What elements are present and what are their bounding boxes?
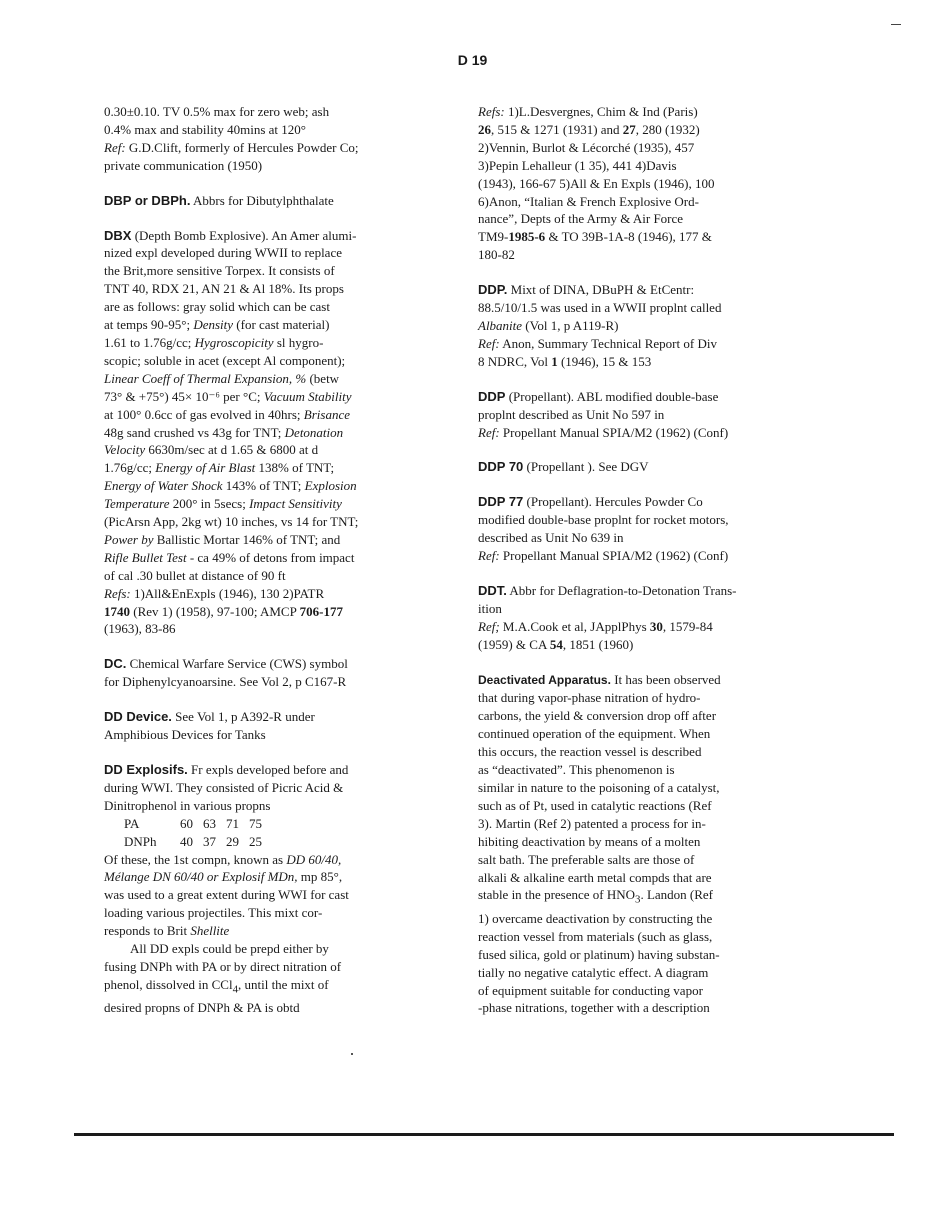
text-line: 88.5/10/1.5 was used in a WWII proplnt called [478, 300, 722, 316]
text-span: (for cast material) [233, 317, 330, 333]
text-span: It has been observed [610, 671, 721, 687]
report-number: 1740 [104, 603, 130, 619]
entry-term: DDP [478, 388, 506, 404]
property-name: Vacuum Stability [263, 388, 352, 404]
entry-term: DD Device. [104, 709, 172, 725]
stray-dot [351, 1053, 353, 1055]
reference-text: 3)Pepin Lehalleur (1 35), 441 4)Davis [478, 157, 677, 173]
text-span: Fr expls developed before and [187, 762, 349, 777]
text-line: proplnt described as Unit No 597 in [478, 406, 665, 422]
entry-ddp [478, 281, 823, 371]
right-column [478, 103, 823, 1017]
text-line: fused silica, gold or platinum) having substan- [478, 946, 720, 962]
text-line: described as Unit No 639 in [478, 530, 624, 546]
reference-text: 1)All&EnExpls (1946), 130 2)PATR [130, 585, 325, 601]
text-span: , until the mixt of [237, 976, 329, 992]
property-name: Impact Sensitivity [249, 496, 342, 512]
reference-text: , 1851 (1960) [562, 636, 634, 652]
reference-text: (1943), 166-67 5)All & En Expls (1946), 100 [478, 175, 715, 191]
text-span: Ballistic Mortar 146% of TNT; and [153, 531, 341, 547]
ref-label: Ref: [104, 139, 126, 155]
text-line: -phase nitrations, together with a description [478, 1000, 710, 1016]
text-span: (Propellant). ABL modified double-base [505, 388, 719, 404]
entry-term: DDT. [478, 582, 507, 598]
entry-ddp-77 [478, 493, 823, 565]
compound-name: DD 60/40, [286, 851, 342, 867]
text-line: scopic; soluble in acet (except Al component); [104, 352, 346, 368]
entry-top-refs [478, 103, 823, 264]
entry-term: Deactivated Apparatus. [478, 672, 611, 687]
subscript: 3 [635, 894, 641, 907]
page-label: D 19 [457, 52, 488, 68]
text-line: are as follows: gray solid which can be cast [104, 299, 330, 315]
refs-label: Refs: [478, 104, 505, 119]
text-span: See Vol 1, p A392-R under [171, 709, 315, 725]
text-line: was used to a great extent during WWI for cast [104, 887, 349, 903]
table-cell: 63 [203, 815, 216, 831]
report-number: 706-177 [299, 603, 343, 619]
property-name: Linear Coeff of Thermal Expansion, % [104, 370, 307, 386]
text-line: similar in nature to the poisoning of a catalyst, [478, 780, 720, 795]
volume-number: 54 [549, 636, 563, 652]
text-line: hibiting deactivation by means of a molten [478, 833, 701, 849]
text-span: Mixt of DINA, DBuPH & EtCentr: [507, 282, 695, 298]
refs-label: Refs: [104, 585, 131, 601]
intro-line: 0.4% max and stability 40mins at 120° [104, 121, 306, 137]
volume-number: 1985-6 [508, 229, 546, 245]
text-span: (Vol 1, p A119-R) [522, 317, 619, 333]
compound-name: Shellite [190, 923, 230, 939]
text-line: fusing DNPh with PA or by direct nitration of [104, 958, 342, 974]
text-line: reaction vessel from materials (such as glass, [478, 928, 713, 944]
reference-text: & TO 39B-1A-8 (1946), 177 & [545, 229, 712, 245]
corner-mark [891, 24, 901, 25]
reference-text: (1963), 83-86 [104, 621, 176, 637]
property-name: Brisance [303, 406, 351, 422]
property-name: Energy of Water Shock [104, 478, 223, 494]
reference-text: 1)L.Desvergnes, Chim & Ind (Paris) [504, 104, 698, 119]
text-span: - ca 49% of detons from impact [186, 549, 355, 565]
table-cell: 25 [249, 833, 262, 849]
property-name: Power by [104, 531, 154, 547]
entry-dc [104, 655, 444, 691]
text-span: 48g sand crushed vs 43g for TNT; [104, 424, 285, 440]
table-cell: 40 [180, 833, 193, 849]
text-span: (Propellant). Hercules Powder Co [523, 494, 703, 510]
ref-label: Ref: [478, 335, 500, 351]
entry-term: DBX [104, 227, 132, 243]
text-line: Dinitrophenol in various propns [104, 797, 271, 813]
text-span: mp 85°, [297, 869, 343, 885]
entry-dd-explosifs [104, 761, 444, 1017]
text-span: sl hygro- [273, 334, 324, 350]
reference-text: 2)Vennin, Burlot & Lécorché (1935), 457 [478, 139, 695, 155]
text-line: modified double-base proplnt for rocket motors, [478, 512, 729, 528]
table-cell: 71 [226, 815, 239, 831]
property-name: Explosion [304, 478, 357, 494]
text-line: this occurs, the reaction vessel is described [478, 744, 702, 760]
volume-number: 26 [478, 121, 491, 137]
entry-term: DDP. [478, 282, 508, 298]
text-line: such as of Pt, used in catalytic reactions (Ref [478, 797, 712, 813]
text-line: that during vapor-phase nitration of hydro- [478, 690, 701, 706]
text-line: TNT 40, RDX 21, AN 21 & Al 18%. Its props [104, 281, 344, 297]
text-span: 1.61 to 1.76g/cc; [104, 334, 195, 350]
reference-text: TM9- [478, 229, 509, 245]
text-line: (Depth Bomb Explosive). An Amer alumi- [131, 227, 357, 243]
text-span: phenol, dissolved in CCl [104, 976, 233, 992]
text-line: salt bath. The preferable salts are those of [478, 851, 695, 867]
text-span: 6630m/sec at d 1.65 & 6800 at d [145, 442, 319, 458]
reference-text: 6)Anon, “Italian & French Explosive Ord- [478, 193, 699, 209]
reference-text: Anon, Summary Technical Report of Div [499, 335, 717, 351]
text-line: 1) overcame deactivation by constructing the [478, 910, 713, 926]
reference-text: , 280 (1932) [635, 121, 700, 137]
text-span: stable in the presence of HNO [478, 887, 636, 903]
reference-text: , 515 & 1271 (1931) and [491, 121, 623, 137]
text-line: for Diphenylcyanoarsine. See Vol 2, p C167-R [104, 674, 347, 690]
table-cell: 75 [249, 815, 262, 831]
text-line: during WWI. They consisted of Picric Acid & [104, 779, 344, 795]
entry-text: Abbrs for Dibutylphthalate [190, 192, 334, 208]
table-cell: 29 [226, 833, 239, 849]
text-span: at 100° 0.6cc of gas evolved in 40hrs; [104, 406, 304, 422]
text-line: of equipment suitable for conducting vapor [478, 982, 703, 998]
property-name: Velocity [104, 442, 146, 458]
property-name: Temperature [104, 496, 170, 512]
text-line: All DD expls could be prepd either by [130, 941, 329, 957]
text-line: loading various projectiles. This mixt cor- [104, 905, 323, 921]
entry-term: DDP 70 [478, 459, 524, 475]
text-span: Chemical Warfare Service (CWS) symbol [126, 656, 348, 672]
text-line: continued operation of the equipment. When [478, 726, 711, 742]
intro-line: G.D.Clift, formerly of Hercules Powder Co; [128, 139, 359, 155]
property-name: Rifle Bullet Test [104, 549, 187, 565]
property-name: Detonation [284, 424, 344, 440]
intro-entry [104, 103, 444, 175]
entry-ddp-70 [478, 458, 823, 476]
reference-text: nance”, Depts of the Army & Air Force [478, 211, 684, 227]
property-name: Density [193, 317, 234, 333]
entry-term: DC. [104, 656, 127, 672]
reference-text: (1959) & CA [478, 636, 550, 652]
text-span: . Landon (Ref [640, 887, 714, 903]
text-line: nized expl developed during WWII to replace [104, 245, 342, 261]
ref-label: Ref: [478, 424, 500, 440]
ref-label: Ref: [478, 548, 500, 564]
entry-term: DD Explosifs. [104, 762, 188, 777]
reference-text: 8 NDRC, Vol [478, 353, 552, 369]
reference-text: 180-82 [478, 247, 515, 263]
text-span: 138% of TNT; [255, 460, 335, 476]
volume-number: 30 [649, 618, 663, 634]
text-line: (PicArsn App, 2kg wt) 10 inches, vs 14 for TNT; [104, 514, 359, 530]
text-line: ition [478, 600, 502, 616]
reference-text: (Rev 1) (1958), 97-100; AMCP [130, 603, 300, 619]
volume-number: 27 [622, 121, 636, 137]
compound-name: Mélange DN 60/40 or Explosif MDn, [104, 869, 298, 885]
entry-dbp [104, 192, 444, 210]
text-line: the Brit,more sensitive Torpex. It consists of [104, 263, 335, 279]
text-span: at temps 90-95°; [104, 317, 194, 333]
bottom-rule [74, 1133, 894, 1136]
text-line: carbons, the yield & conversion drop off after [478, 708, 717, 724]
text-line: of cal .30 bullet at distance of 90 ft [104, 567, 286, 583]
reference-text: Propellant Manual SPIA/M2 (1962) (Conf) [499, 548, 729, 564]
entry-dd-device [104, 708, 444, 744]
text-line: alkali & alkaline earth metal compds that are [478, 869, 712, 885]
text-line: tially no negative catalytic effect. A diagram [478, 964, 709, 980]
entry-ddt [478, 582, 823, 654]
ref-label: Ref; [478, 618, 500, 634]
compound-name: Albanite [478, 317, 523, 333]
entry-term: DBP or DBPh. [104, 192, 191, 208]
volume-number: 1 [551, 353, 558, 369]
intro-line: 0.30±0.10. TV 0.5% max for zero web; ash [104, 104, 330, 119]
reference-text: Propellant Manual SPIA/M2 (1962) (Conf) [499, 424, 729, 440]
table-row [124, 833, 272, 851]
table-row-label: PA [124, 815, 140, 831]
text-line: as “deactivated”. This phenomenon is [478, 762, 675, 778]
table-row [124, 815, 272, 833]
composition-table [124, 815, 272, 851]
entry-deactivated-apparatus [478, 671, 823, 1018]
text-span: 143% of TNT; [222, 478, 305, 494]
table-row-label: DNPh [124, 833, 157, 849]
property-name: Hygroscopicity [194, 334, 274, 350]
entry-term: DDP 77 [478, 494, 524, 510]
text-line: Amphibious Devices for Tanks [104, 727, 266, 743]
table-cell: 60 [180, 815, 193, 831]
text-span: (Propellant ). See DGV [523, 459, 649, 475]
entry-ddp-propellant [478, 388, 823, 442]
left-column [104, 103, 444, 1017]
text-line: desired propns of DNPh & PA is obtd [104, 1000, 300, 1016]
entry-dbx [104, 227, 444, 639]
reference-text: , 1579-84 [662, 618, 713, 634]
subscript: 4 [232, 983, 238, 996]
reference-text: M.A.Cook et al, JApplPhys [499, 618, 650, 634]
property-name: Energy of Air Blast [155, 460, 256, 476]
reference-text: (1946), 15 & 153 [557, 353, 652, 369]
text-span: responds to Brit [104, 923, 191, 939]
table-cell: 37 [203, 833, 216, 849]
text-span: Abbr for Deflagration-to-Detonation Trans- [506, 582, 737, 598]
text-span: Of these, the 1st compn, known as [104, 851, 287, 867]
text-span: 73° & +75°) 45× 10⁻⁶ per °C; [104, 388, 264, 404]
text-span: 1.76g/cc; [104, 460, 156, 476]
text-line: 3). Martin (Ref 2) patented a process for in- [478, 815, 706, 831]
text-span: (betw [306, 370, 340, 386]
intro-line: private communication (1950) [104, 157, 263, 173]
text-span: 200° in 5secs; [169, 496, 250, 512]
